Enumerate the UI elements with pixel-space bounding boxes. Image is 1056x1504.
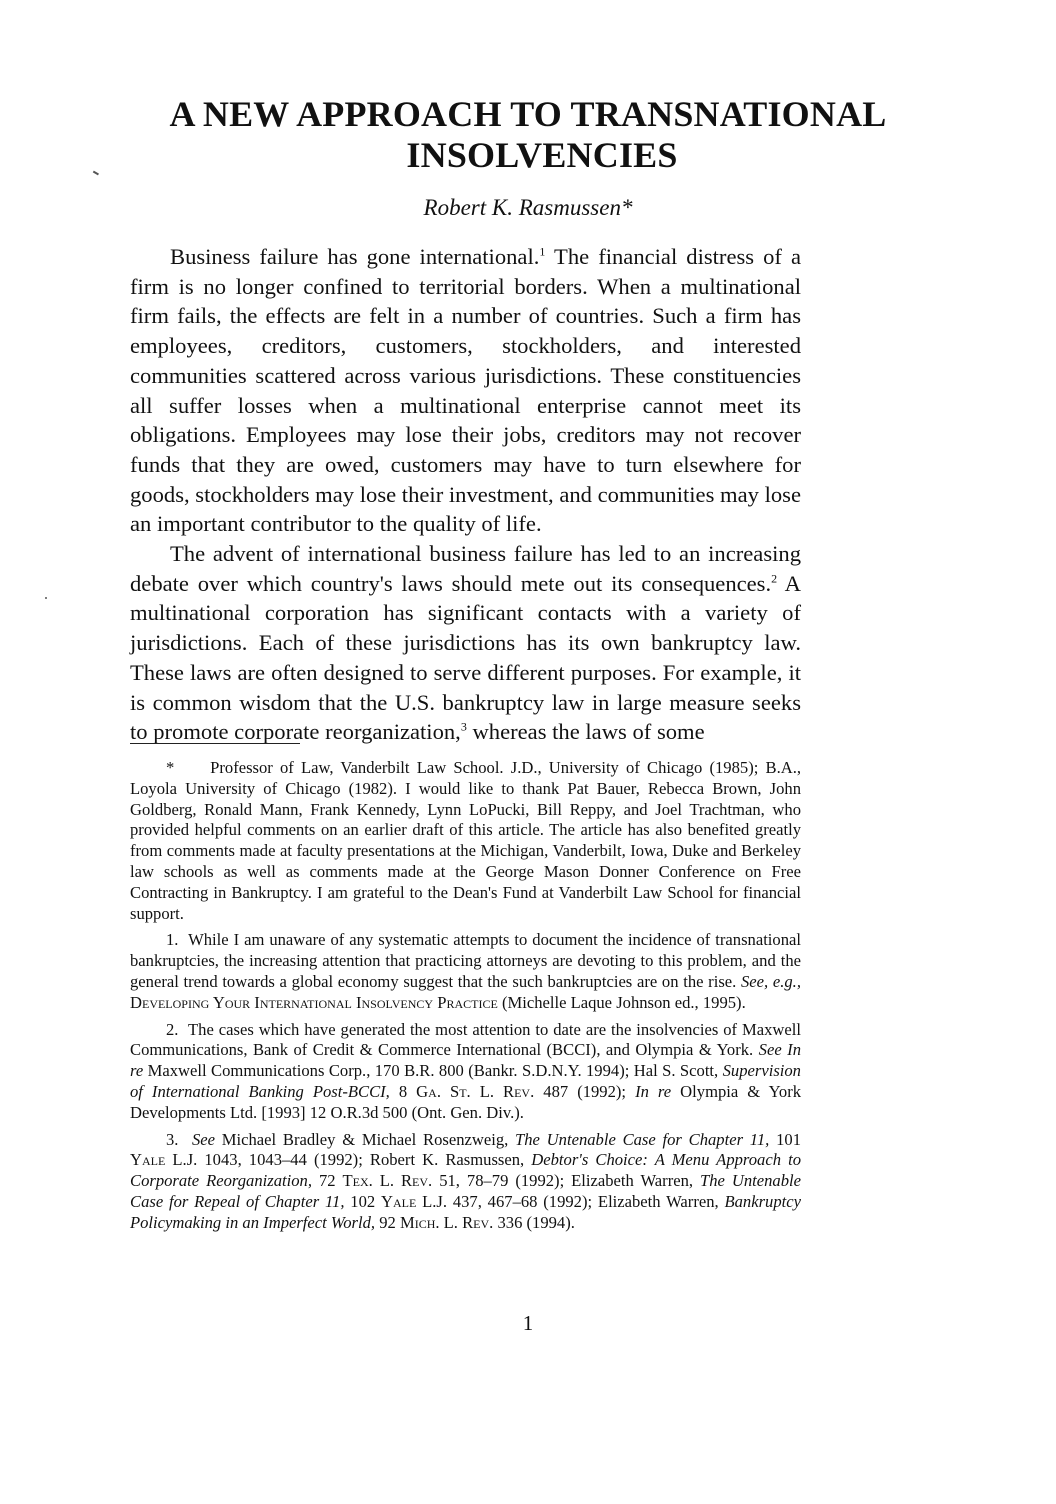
author-byline: Robert K. Rasmussen* (423, 195, 633, 220)
footnote-ref-1: 1 (539, 244, 546, 259)
title-line-2: INSOLVENCIES (406, 135, 678, 175)
scan-mark (93, 171, 99, 175)
body-paragraph-1: Business failure has gone international.$^1$ The financial distress of a firm is no longer confined to territorial borders. When a multinational firm fails, the effects are felt in a number of countries. Such a firm has employees, creditors, customers, stockholders, and interested communities scattered across various jurisdictions. These constituencies all suffer losses when a multinational enterprise cannot meet its obligations. Employees may lose their jobs, creditors may not recover funds that they are owed, customers may have to turn elsewhere for goods, stockholders may lose their investment, and communities may lose an important contributor to the quality of life. (130, 244, 802, 537)
page-number: 1 (522, 1311, 534, 1335)
footnote-3: 3. See Michael Bradley & Michael Rosenzweig, The Untenable Case for Chapter 11, 101 Yale L.J. 1043, 1043–44 (1992); Robert K. Rasmussen, Debtor's Choice: A Menu Approach to Corporate Reorganization, 72 Tex. L. Rev. 51, 78–79 (1992); Elizabeth Warren, The Untenable Case for Repeal of Chapter 11, 102 Yale L.J. 437, 467–68 (1992); Elizabeth Warren, Bankruptcy Policymaking in an Imperfect World, 92 Mich. L. Rev. 336 (1994). (130, 1129, 801, 1232)
footnote-star: * Professor of Law, Vanderbilt Law School. J.D., University of Chicago (1985); B.A., Loyola University of Chicago (1982). I would like to thank Pat Bauer, Rebecca Brown, John Goldberg, Ronald Mann, Frank Kennedy, Lynn LoPucki, Bill Reppy, and Joel Trachtman, who provided helpful comments on an earlier draft of this article. The article has also benefited greatly from comments made at faculty presentations at the Michigan, Vanderbilt, Iowa, Duke and Berkeley law schools as well as comments made at the George Mason Donner Conference on Free Contracting in Bankruptcy. I am grateful to the Dean's Fund at Vanderbilt Law School for financial support. (130, 758, 801, 923)
article-body (130, 242, 801, 747)
footnote-2: 2. The cases which have generated the most attention to date are the insolvencies of Maxwell Communications, Bank of Credit & Commerce International (BCCI), and Olympia & York. See In re Maxwell Communications Corp., 170 B.R. 800 (Bankr. S.D.N.Y. 1994); Hal S. Scott, Supervision of International Banking Post-BCCI, 8 Ga. St. L. Rev. 487 (1992); In re Olympia & York Developments Ltd. [1993] 12 O.R.3d 500 (Ont. Gen. Div.). (130, 1019, 802, 1122)
footnotes (130, 758, 801, 1240)
article-title (100, 94, 956, 176)
footnote-ref-2: 2 (771, 571, 778, 586)
body-paragraph-2: The advent of international business failure has led to an increasing debate over which country's laws should mete out its consequences.$^2$ A multinational corporation has significant contacts with a variety of jurisdictions. Each of these jurisdictions has its own bankruptcy law. These laws are often designed to serve different purposes. For example, it is common wisdom that the U.S. bankruptcy law in large measure seeks to promote corporate reorganization,$^3$ whereas the laws of some (130, 541, 802, 745)
title-line-1: A NEW APPROACH TO TRANSNATIONAL (169, 94, 887, 134)
footnote-ref-3: 3 (460, 719, 467, 734)
footnote-1: 1. While I am unaware of any systematic attempts to document the incidence of transnational bankruptcies, the increasing attention that practicing attorneys are devoting to this problem, and the general trend towards a global economy suggest that the such bankruptcies are on the rise. See, e.g., Developing Your International Insolvency Practice (Michelle Laque Johnson ed., 1995). (130, 930, 801, 1012)
scan-mark (45, 597, 47, 599)
footnote-divider (130, 743, 300, 744)
